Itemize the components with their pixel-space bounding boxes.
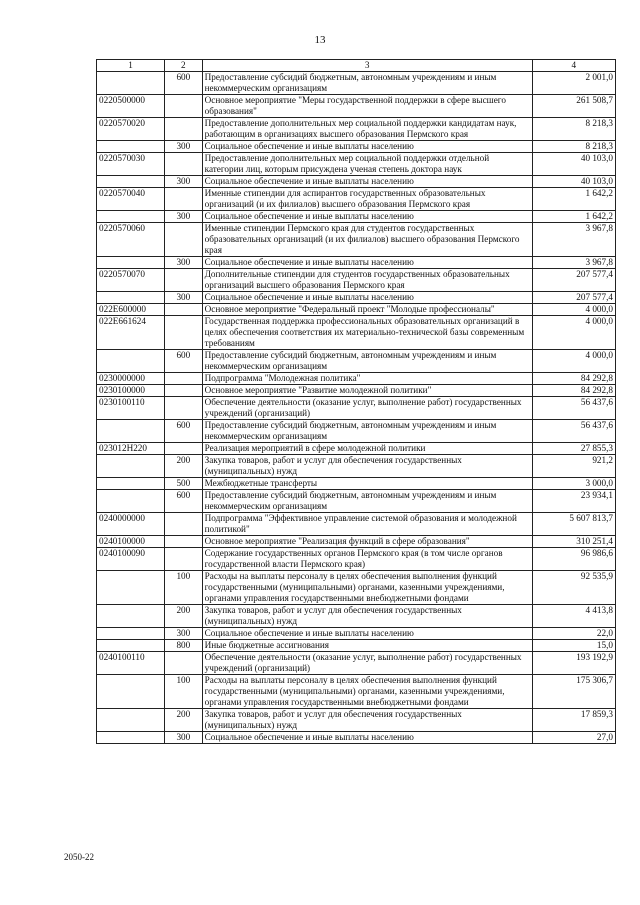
row-expense-type: 600 xyxy=(165,72,203,95)
table-row xyxy=(97,350,616,373)
table-row xyxy=(97,605,616,628)
table-row xyxy=(97,176,616,188)
row-expense-type xyxy=(165,153,203,176)
row-name: Социальное обеспечение и иные выплаты населению xyxy=(202,732,532,744)
row-name: Расходы на выплаты персоналу в целях обеспечения выполнения функций государственными (муниципальными) органами, казенными учреждениями, органами управления государственными внебюджетными фондами xyxy=(202,571,532,605)
row-expense-type: 300 xyxy=(165,141,203,153)
table-row xyxy=(97,513,616,536)
row-name: Основное мероприятие "Федеральный проект "Молодые профессионалы" xyxy=(202,304,532,316)
row-name: Социальное обеспечение и иные выплаты населению xyxy=(202,628,532,640)
table-row xyxy=(97,548,616,571)
row-expense-type xyxy=(165,316,203,350)
row-expense-type xyxy=(165,443,203,455)
row-name: Основное мероприятие "Меры государственной поддержки в сфере высшего образования" xyxy=(202,95,532,118)
header-col-1: 1 xyxy=(97,60,165,72)
row-code: 0220500000 xyxy=(97,95,165,118)
row-expense-type: 600 xyxy=(165,350,203,373)
row-code: 0240100090 xyxy=(97,548,165,571)
row-expense-type xyxy=(165,548,203,571)
row-code: 0220570060 xyxy=(97,223,165,257)
row-expense-type xyxy=(165,188,203,211)
row-expense-type xyxy=(165,118,203,141)
row-expense-type: 300 xyxy=(165,628,203,640)
row-expense-type: 200 xyxy=(165,709,203,732)
row-code xyxy=(97,211,165,223)
row-code: 022E661624 xyxy=(97,316,165,350)
table-row xyxy=(97,118,616,141)
table-row xyxy=(97,153,616,176)
row-expense-type: 100 xyxy=(165,675,203,709)
header-col-3: 3 xyxy=(202,60,532,72)
table-row xyxy=(97,628,616,640)
table-row xyxy=(97,640,616,652)
table-row xyxy=(97,490,616,513)
row-expense-type xyxy=(165,223,203,257)
row-code: 0230100110 xyxy=(97,397,165,420)
table-row xyxy=(97,211,616,223)
row-code xyxy=(97,628,165,640)
row-name: Основное мероприятие "Реализация функций в сфере образования" xyxy=(202,536,532,548)
row-amount: 40 103,0 xyxy=(532,153,615,176)
row-code xyxy=(97,709,165,732)
row-code: 0230000000 xyxy=(97,373,165,385)
table-row xyxy=(97,373,616,385)
table-row xyxy=(97,304,616,316)
row-expense-type xyxy=(165,513,203,536)
row-amount: 2 001,0 xyxy=(532,72,615,95)
row-expense-type: 100 xyxy=(165,571,203,605)
page-number: 13 xyxy=(314,34,326,46)
row-name: Социальное обеспечение и иные выплаты населению xyxy=(202,292,532,304)
row-name: Основное мероприятие "Развитие молодежной политики" xyxy=(202,385,532,397)
table-row xyxy=(97,536,616,548)
row-expense-type xyxy=(165,397,203,420)
table-row xyxy=(97,385,616,397)
row-name: Предоставление субсидий бюджетным, автономным учреждениям и иным некоммерческим организациям xyxy=(202,350,532,373)
row-amount: 84 292,8 xyxy=(532,373,615,385)
row-code xyxy=(97,420,165,443)
row-expense-type: 300 xyxy=(165,257,203,269)
row-amount: 207 577,4 xyxy=(532,292,615,304)
row-amount: 1 642,2 xyxy=(532,211,615,223)
row-name: Именные стипендии Пермского края для студентов государственных образовательных организаций (и их филиалов) высшего образования Пермского края xyxy=(202,223,532,257)
row-name: Социальное обеспечение и иные выплаты населению xyxy=(202,141,532,153)
row-amount: 261 508,7 xyxy=(532,95,615,118)
row-amount: 5 607 813,7 xyxy=(532,513,615,536)
row-amount: 921,2 xyxy=(532,455,615,478)
table-row xyxy=(97,188,616,211)
footer-code: 2050-22 xyxy=(64,852,94,862)
row-code xyxy=(97,732,165,744)
row-amount: 40 103,0 xyxy=(532,176,615,188)
row-name: Закупка товаров, работ и услуг для обеспечения государственных (муниципальных) нужд xyxy=(202,455,532,478)
row-name: Предоставление субсидий бюджетным, автономным учреждениям и иным некоммерческим организациям xyxy=(202,490,532,513)
row-code: 0220570040 xyxy=(97,188,165,211)
row-amount: 4 000,0 xyxy=(532,316,615,350)
row-name: Предоставление дополнительных мер социальной поддержки отдельной категории лиц, которым присуждена ученая степень доктора наук xyxy=(202,153,532,176)
row-code: 0240100000 xyxy=(97,536,165,548)
row-code: 0230100000 xyxy=(97,385,165,397)
row-amount: 17 859,3 xyxy=(532,709,615,732)
row-name: Предоставление дополнительных мер социальной поддержки кандидатам наук, работающим в организациях высшего образования Пермского края xyxy=(202,118,532,141)
row-name: Обеспечение деятельности (оказание услуг, выполнение работ) государственных учреждений (организаций) xyxy=(202,397,532,420)
row-code xyxy=(97,605,165,628)
row-expense-type xyxy=(165,652,203,675)
row-code xyxy=(97,640,165,652)
row-amount: 23 934,1 xyxy=(532,490,615,513)
row-name: Обеспечение деятельности (оказание услуг, выполнение работ) государственных учреждений (организаций) xyxy=(202,652,532,675)
row-code xyxy=(97,72,165,95)
row-code xyxy=(97,490,165,513)
row-amount: 27 855,3 xyxy=(532,443,615,455)
row-expense-type xyxy=(165,269,203,292)
row-name: Закупка товаров, работ и услуг для обеспечения государственных (муниципальных) нужд xyxy=(202,709,532,732)
row-expense-type: 300 xyxy=(165,211,203,223)
row-code xyxy=(97,350,165,373)
row-name: Межбюджетные трансферты xyxy=(202,478,532,490)
budget-table xyxy=(96,59,616,744)
table-row xyxy=(97,223,616,257)
row-amount: 1 642,2 xyxy=(532,188,615,211)
row-name: Социальное обеспечение и иные выплаты населению xyxy=(202,176,532,188)
row-code: 0240100110 xyxy=(97,652,165,675)
table-body xyxy=(97,60,616,744)
row-expense-type xyxy=(165,385,203,397)
row-code: 0220570030 xyxy=(97,153,165,176)
row-name: Содержание государственных органов Пермского края (в том числе органов государственной власти Пермского края) xyxy=(202,548,532,571)
row-name: Подпрограмма "Молодежная политика" xyxy=(202,373,532,385)
table-row xyxy=(97,269,616,292)
row-code xyxy=(97,571,165,605)
row-expense-type: 200 xyxy=(165,455,203,478)
row-expense-type: 300 xyxy=(165,292,203,304)
row-name: Социальное обеспечение и иные выплаты населению xyxy=(202,211,532,223)
row-code xyxy=(97,478,165,490)
row-expense-type: 200 xyxy=(165,605,203,628)
row-name: Государственная поддержка профессиональных образовательных организаций в целях обеспечения соответствия их материально-технической базы современным требованиям xyxy=(202,316,532,350)
row-code xyxy=(97,257,165,269)
table-row xyxy=(97,257,616,269)
row-name: Иные бюджетные ассигнования xyxy=(202,640,532,652)
row-amount: 207 577,4 xyxy=(532,269,615,292)
table-row xyxy=(97,141,616,153)
row-expense-type: 800 xyxy=(165,640,203,652)
table-row xyxy=(97,709,616,732)
table-row xyxy=(97,732,616,744)
row-amount: 22,0 xyxy=(532,628,615,640)
row-amount: 84 292,8 xyxy=(532,385,615,397)
row-name: Именные стипендии для аспирантов государственных образовательных организаций (и их филиалов) высшего образования Пермского края xyxy=(202,188,532,211)
row-amount: 3 967,8 xyxy=(532,257,615,269)
row-amount: 175 306,7 xyxy=(532,675,615,709)
table-row xyxy=(97,455,616,478)
row-name: Подпрограмма "Эффективное управление системой образования и молодежной политикой" xyxy=(202,513,532,536)
row-code xyxy=(97,455,165,478)
row-name: Закупка товаров, работ и услуг для обеспечения государственных (муниципальных) нужд xyxy=(202,605,532,628)
row-amount: 3 967,8 xyxy=(532,223,615,257)
row-expense-type xyxy=(165,304,203,316)
row-expense-type: 500 xyxy=(165,478,203,490)
row-code xyxy=(97,141,165,153)
row-expense-type: 300 xyxy=(165,176,203,188)
row-amount: 310 251,4 xyxy=(532,536,615,548)
table-row xyxy=(97,652,616,675)
row-name: Расходы на выплаты персоналу в целях обеспечения выполнения функций государственными (муниципальными) органами, казенными учреждениями, органами управления государственными внебюджетными фондами xyxy=(202,675,532,709)
row-name: Предоставление субсидий бюджетным, автономным учреждениям и иным некоммерческим организациям xyxy=(202,72,532,95)
row-expense-type xyxy=(165,95,203,118)
row-amount: 27,0 xyxy=(532,732,615,744)
row-amount: 4 000,0 xyxy=(532,304,615,316)
table-row xyxy=(97,316,616,350)
row-amount: 3 000,0 xyxy=(532,478,615,490)
table-row xyxy=(97,95,616,118)
row-expense-type: 600 xyxy=(165,490,203,513)
header-col-4: 4 xyxy=(532,60,615,72)
row-code: 022E600000 xyxy=(97,304,165,316)
row-code: 0220570070 xyxy=(97,269,165,292)
row-amount: 4 000,0 xyxy=(532,350,615,373)
row-expense-type xyxy=(165,536,203,548)
row-amount: 92 535,9 xyxy=(532,571,615,605)
table-row xyxy=(97,478,616,490)
table-row xyxy=(97,443,616,455)
row-code xyxy=(97,675,165,709)
row-code xyxy=(97,176,165,188)
row-amount: 56 437,6 xyxy=(532,397,615,420)
row-amount: 56 437,6 xyxy=(532,420,615,443)
table-row xyxy=(97,397,616,420)
row-expense-type: 600 xyxy=(165,420,203,443)
row-code: 0240000000 xyxy=(97,513,165,536)
row-amount: 193 192,9 xyxy=(532,652,615,675)
row-amount: 8 218,3 xyxy=(532,141,615,153)
row-amount: 96 986,6 xyxy=(532,548,615,571)
row-expense-type: 300 xyxy=(165,732,203,744)
row-name: Социальное обеспечение и иные выплаты населению xyxy=(202,257,532,269)
row-name: Реализация мероприятий в сфере молодежной политики xyxy=(202,443,532,455)
row-amount: 15,0 xyxy=(532,640,615,652)
table-row xyxy=(97,675,616,709)
table-header-row xyxy=(97,60,616,72)
table-row xyxy=(97,72,616,95)
table-row xyxy=(97,420,616,443)
row-code: 0220570020 xyxy=(97,118,165,141)
header-col-2: 2 xyxy=(165,60,203,72)
row-code: 023012Н220 xyxy=(97,443,165,455)
table-row xyxy=(97,571,616,605)
row-expense-type xyxy=(165,373,203,385)
row-code xyxy=(97,292,165,304)
row-name: Предоставление субсидий бюджетным, автономным учреждениям и иным некоммерческим организациям xyxy=(202,420,532,443)
row-amount: 8 218,3 xyxy=(532,118,615,141)
row-name: Дополнительные стипендии для студентов государственных образовательных организаций высшего образования Пермского края xyxy=(202,269,532,292)
table-row xyxy=(97,292,616,304)
row-amount: 4 413,8 xyxy=(532,605,615,628)
